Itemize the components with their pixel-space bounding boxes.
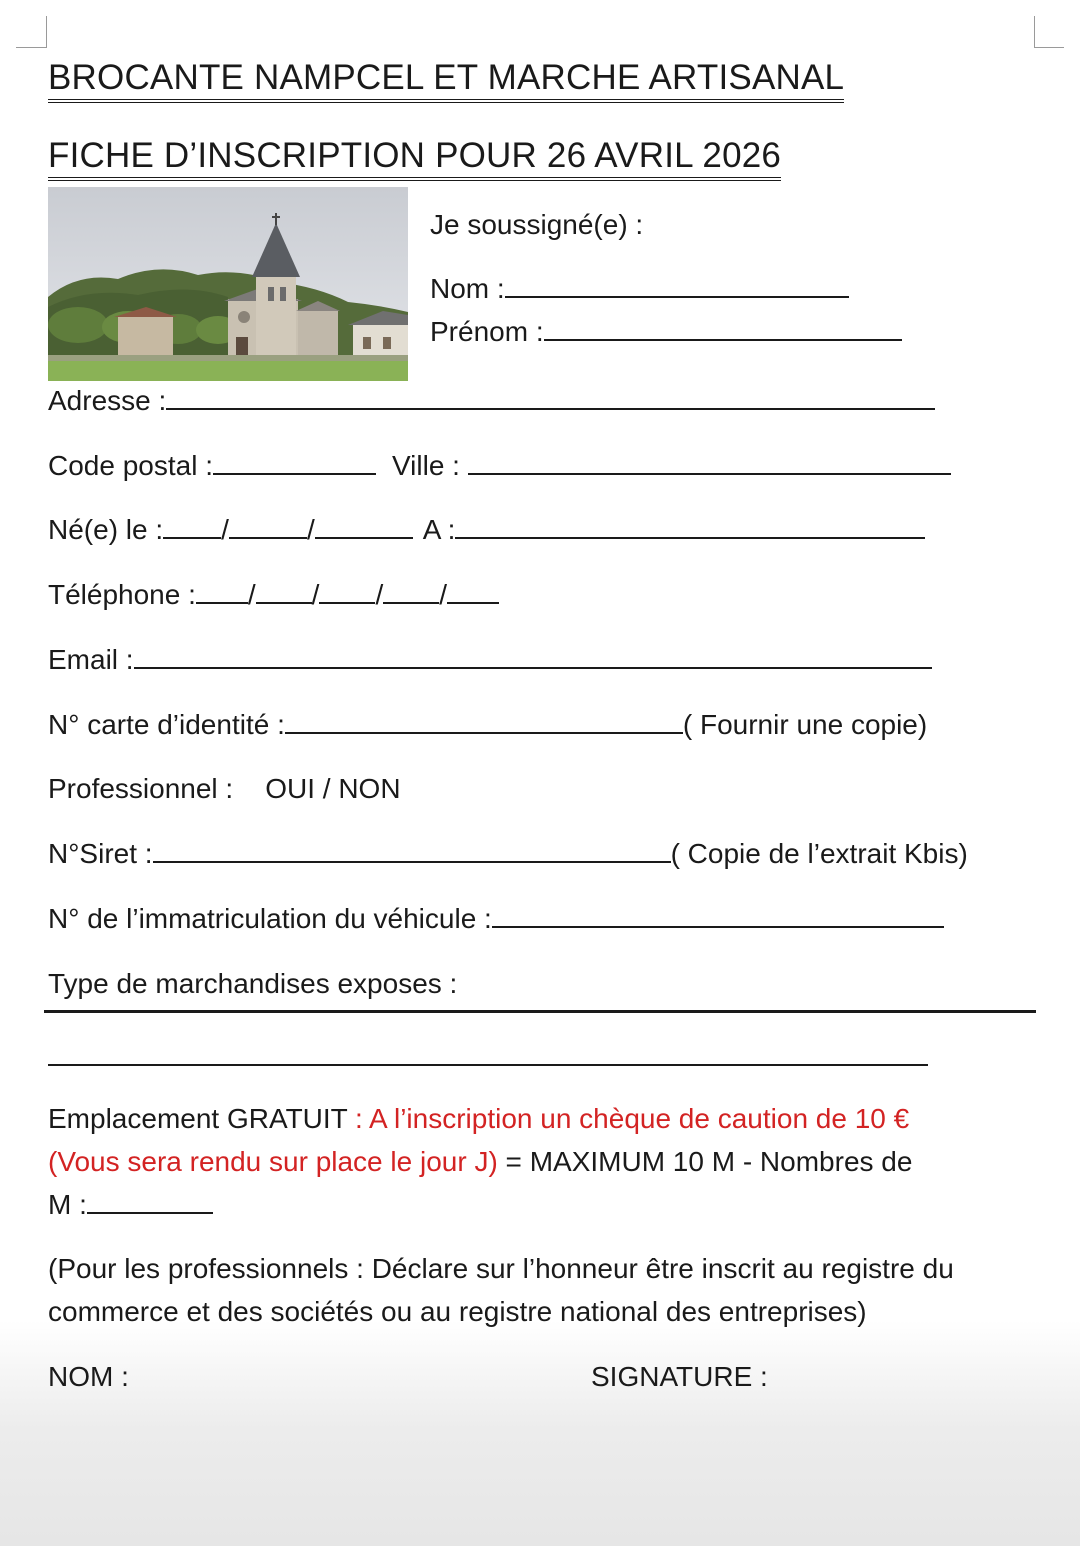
slash: / — [439, 579, 448, 610]
telephone-row[interactable] — [48, 578, 499, 612]
marchandises-line-1[interactable] — [44, 1010, 1036, 1013]
emplacement-gratuit: Emplacement GRATUIT — [48, 1103, 348, 1134]
adresse-field[interactable] — [48, 384, 935, 418]
ne-le-label: Né(e) le : — [48, 514, 164, 545]
slash: / — [375, 579, 384, 610]
slash: / — [247, 579, 256, 610]
telephone-label: Téléphone : — [48, 579, 196, 610]
email-field[interactable] — [48, 643, 932, 677]
carte-identite-label: N° carte d’identité : — [48, 709, 285, 740]
rendu-text: (Vous sera rendu sur place le jour J) — [48, 1146, 498, 1177]
nom-field[interactable] — [430, 272, 849, 306]
tel-line-2[interactable] — [256, 578, 312, 604]
prenom-field[interactable] — [430, 315, 902, 349]
code-postal-line[interactable] — [213, 449, 376, 475]
siret-note: ( Copie de l’extrait Kbis) — [670, 838, 968, 869]
code-postal-row[interactable] — [48, 449, 951, 483]
maximum-text: = MAXIMUM 10 M - Nombres de — [497, 1146, 913, 1177]
marchandises-line-2[interactable] — [48, 1064, 928, 1066]
immatriculation-line[interactable] — [492, 902, 944, 928]
title-brocante: BROCANTE NAMPCEL ET MARCHE ARTISANAL — [48, 58, 844, 103]
nom-label: Nom : — [430, 273, 505, 304]
ville-label: Ville : — [392, 450, 460, 481]
ville-line[interactable] — [468, 449, 951, 475]
lieu-line[interactable] — [455, 513, 925, 539]
siret-label: N°Siret : — [48, 838, 153, 869]
annee-line[interactable] — [315, 513, 413, 539]
caution-text: : A l’inscription un chèque de caution de 10 € — [347, 1103, 910, 1134]
siret-row[interactable] — [48, 837, 968, 871]
tel-line-5[interactable] — [447, 578, 499, 604]
a-label: A : — [422, 514, 456, 545]
tel-line-4[interactable] — [383, 578, 439, 604]
adresse-label: Adresse : — [48, 385, 167, 416]
emplacement-paragraph — [48, 1097, 1038, 1226]
jour-line[interactable] — [163, 513, 221, 539]
crop-mark-right-h — [1034, 47, 1064, 48]
tel-line-1[interactable] — [196, 578, 248, 604]
professionnel-row[interactable] — [48, 772, 401, 806]
metres-label: M : — [48, 1189, 87, 1220]
crop-mark-right — [1034, 16, 1035, 48]
email-line[interactable] — [134, 643, 932, 669]
marchandises-label: Type de marchandises exposes : — [48, 968, 458, 999]
title-fiche-inscription: FICHE D’INSCRIPTION POUR 26 AVRIL 2026 — [48, 136, 781, 181]
siret-line[interactable] — [153, 837, 671, 863]
church-photo — [48, 187, 408, 381]
immatriculation-row[interactable] — [48, 902, 944, 936]
slash: / — [311, 579, 320, 610]
naissance-row[interactable] — [48, 513, 925, 547]
mois-line[interactable] — [229, 513, 307, 539]
crop-mark-left — [46, 16, 47, 48]
immatriculation-label: N° de l’immatriculation du véhicule : — [48, 903, 492, 934]
slash: / — [221, 514, 229, 545]
code-postal-label: Code postal : — [48, 450, 213, 481]
tel-line-3[interactable] — [319, 578, 375, 604]
declaration-text: (Pour les professionnels : Déclare sur l’honneur être inscrit au registre du commerce et des sociétés ou au registre national des entreprises) — [48, 1253, 954, 1327]
prenom-line[interactable] — [544, 315, 902, 341]
email-label: Email : — [48, 644, 134, 675]
professionnel-label: Professionnel : — [48, 773, 234, 804]
metres-line[interactable] — [87, 1188, 213, 1214]
soussigne-label: Je soussigné(e) : — [430, 209, 644, 240]
carte-identite-row[interactable] — [48, 708, 927, 742]
professionnel-choice[interactable]: OUI / NON — [265, 773, 401, 804]
carte-note: ( Fournir une copie) — [682, 709, 928, 740]
prenom-label: Prénom : — [430, 316, 544, 347]
slash: / — [306, 514, 315, 545]
nom-line[interactable] — [505, 272, 849, 298]
carte-identite-line[interactable] — [285, 708, 683, 734]
adresse-line[interactable] — [166, 384, 935, 410]
footer-nom: NOM : — [48, 1361, 129, 1392]
crop-mark-left-h — [16, 47, 46, 48]
footer-signature: SIGNATURE : — [591, 1361, 768, 1392]
